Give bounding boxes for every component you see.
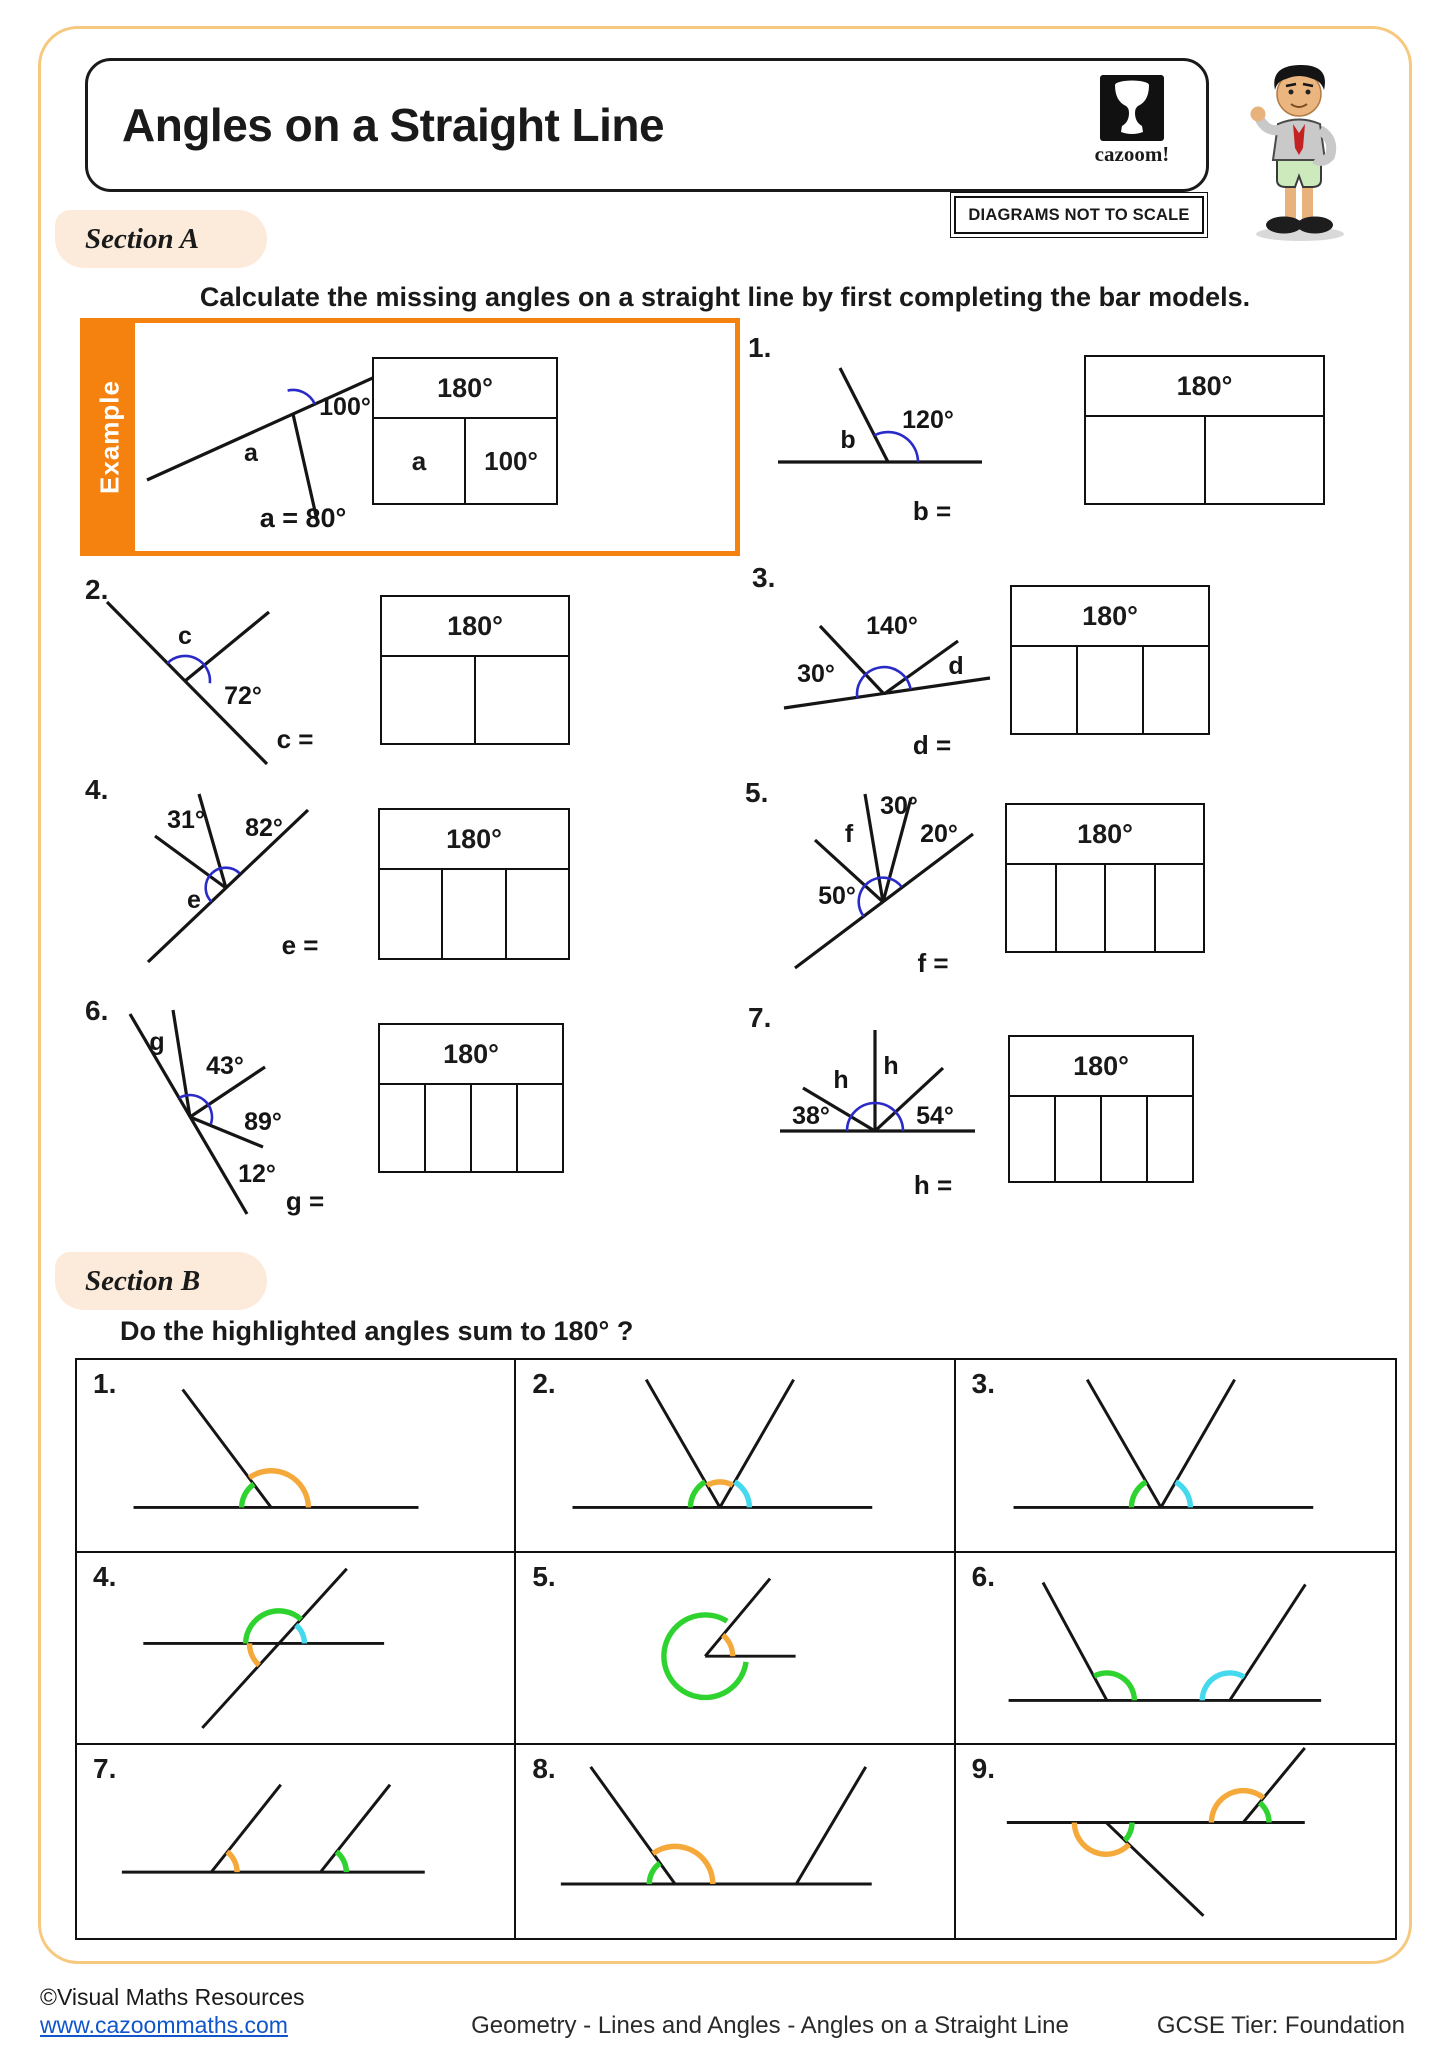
svg-text:b: b xyxy=(840,426,856,454)
green-arc xyxy=(242,1484,254,1507)
cazoom-logo-text: cazoom! xyxy=(1094,142,1170,166)
svg-text:43°: 43° xyxy=(206,1052,244,1080)
bar-cell xyxy=(380,1085,426,1171)
sb-diagram-8 xyxy=(516,1745,953,1938)
goblet-icon xyxy=(1100,75,1164,141)
answer-prompt: f = xyxy=(917,948,949,978)
bar-model-example xyxy=(372,357,558,505)
bar-model-1 xyxy=(1084,355,1325,505)
svg-text:72°: 72° xyxy=(224,682,262,710)
problem-4-diagram xyxy=(100,788,335,978)
sb-diagram-7 xyxy=(77,1745,514,1938)
svg-text:82°: 82° xyxy=(245,814,283,842)
footer-tier: GCSE Tier: Foundation xyxy=(1156,2012,1405,2039)
bar-model-7 xyxy=(1008,1035,1194,1183)
svg-text:a: a xyxy=(244,439,258,467)
cazoom-logo-icon xyxy=(1100,75,1164,141)
bar-cell xyxy=(476,657,568,743)
bar-model-4 xyxy=(378,808,570,960)
svg-text:38°: 38° xyxy=(792,1102,830,1130)
cyan-arc xyxy=(735,1482,750,1508)
bar-cell xyxy=(1078,647,1144,733)
problem-6-diagram xyxy=(105,1002,340,1217)
svg-text:120°: 120° xyxy=(902,406,954,434)
scale-note-text: DIAGRAMS NOT TO SCALE xyxy=(954,196,1204,234)
problem-3-number: 3. xyxy=(752,562,776,593)
bar-cell xyxy=(1206,417,1324,503)
bar-total: 180° xyxy=(1012,587,1208,647)
green-arc xyxy=(336,1852,346,1872)
problem-7-number: 7. xyxy=(748,1002,772,1033)
sb-diagram-9 xyxy=(956,1745,1395,1938)
green-arc xyxy=(691,1482,706,1508)
svg-text:f: f xyxy=(844,820,854,848)
sb-diagram-1 xyxy=(77,1360,514,1551)
bar-cell xyxy=(507,870,568,958)
bar-cell xyxy=(1010,1097,1056,1181)
section-a-label: Section A xyxy=(55,210,267,268)
bar-model-3 xyxy=(1010,585,1210,735)
svg-text:20°: 20° xyxy=(920,820,958,848)
bar-total: 180° xyxy=(1086,357,1323,417)
cyan-arc xyxy=(296,1625,305,1643)
example-strip xyxy=(85,323,135,551)
svg-text:89°: 89° xyxy=(244,1108,282,1136)
problem-5-number: 5. xyxy=(745,777,769,808)
green-arc xyxy=(1124,1823,1131,1841)
orange-arc xyxy=(227,1852,237,1872)
bar-cell xyxy=(1144,647,1208,733)
section-b-label: Section B xyxy=(55,1252,267,1310)
bar-cell xyxy=(518,1085,562,1171)
sb-diagram-6 xyxy=(956,1553,1395,1744)
sb-cell-6: 6. xyxy=(956,1553,1395,1746)
sb-cell-5: 5. xyxy=(516,1553,955,1746)
page-title: Angles on a Straight Line xyxy=(122,99,665,151)
example-strip-label: Example xyxy=(94,380,125,494)
bar-cell: 100° xyxy=(484,445,538,476)
bar-cell xyxy=(380,870,443,958)
bar-total: 180° xyxy=(380,810,568,870)
sb-cell-9: 9. xyxy=(956,1745,1395,1938)
cyan-arc xyxy=(1175,1482,1190,1508)
bar-cell xyxy=(1102,1097,1148,1181)
problem-5-diagram xyxy=(775,782,1010,982)
orange-arc xyxy=(723,1635,733,1656)
svg-text:h: h xyxy=(833,1066,849,1094)
footer-topic: Geometry - Lines and Angles - Angles on a Straight Line xyxy=(471,2012,1069,2039)
svg-text:100°: 100° xyxy=(319,393,371,421)
footer-copyright: ©Visual Maths Resources xyxy=(40,1984,305,2010)
green-arc xyxy=(1259,1803,1268,1823)
bar-cell xyxy=(426,1085,472,1171)
problem-6-number: 6. xyxy=(85,995,109,1026)
problem-1-diagram xyxy=(770,340,1000,525)
problem-4-number: 4. xyxy=(85,774,109,805)
section-b-instruction: Do the highlighted angles sum to 180° ? xyxy=(120,1316,634,1346)
bar-total: 180° xyxy=(1010,1037,1192,1097)
bar-cell xyxy=(1086,417,1206,503)
section-b-grid xyxy=(75,1358,1397,1940)
cazoom-logo xyxy=(1084,75,1180,167)
scale-note-box xyxy=(950,192,1208,238)
sb-cell-3: 3. xyxy=(956,1360,1395,1553)
svg-text:31°: 31° xyxy=(167,806,205,834)
answer-prompt: e = xyxy=(281,930,319,960)
footer-url-link[interactable]: www.cazoommaths.com xyxy=(40,2012,288,2038)
example-answer: a = 80° xyxy=(259,503,347,533)
bar-cell xyxy=(472,1085,518,1171)
mascot-illustration xyxy=(1238,56,1358,246)
svg-text:c: c xyxy=(178,622,192,650)
sb-cell-2: 2. xyxy=(516,1360,955,1553)
svg-text:50°: 50° xyxy=(818,882,856,910)
bar-cell xyxy=(1012,647,1078,733)
svg-text:e: e xyxy=(187,886,201,914)
bar-cell xyxy=(1106,865,1156,951)
bar-total: 180° xyxy=(374,359,556,419)
problem-7-diagram xyxy=(775,1008,1010,1198)
sb-cell-7: 7. xyxy=(77,1745,516,1938)
bar-cell xyxy=(1057,865,1107,951)
bar-model-6 xyxy=(378,1023,564,1173)
svg-text:30°: 30° xyxy=(797,660,835,688)
answer-prompt: d = xyxy=(912,730,952,757)
bar-cell: a xyxy=(374,419,466,503)
orange-arc xyxy=(707,1482,733,1485)
bar-model-5 xyxy=(1005,803,1205,953)
bar-cell xyxy=(1148,1097,1192,1181)
svg-text:d: d xyxy=(948,652,964,680)
bar-cell xyxy=(382,657,476,743)
problem-3-diagram xyxy=(772,562,1007,757)
svg-text:54°: 54° xyxy=(916,1102,954,1130)
bar-cell xyxy=(1007,865,1057,951)
problem-1-number: 1. xyxy=(748,332,772,363)
orange-arc xyxy=(249,1643,259,1665)
bar-cell xyxy=(1056,1097,1102,1181)
sb-cell-8: 8. xyxy=(516,1745,955,1938)
bar-cell xyxy=(443,870,506,958)
svg-text:g: g xyxy=(149,1028,165,1056)
answer-prompt: h = xyxy=(913,1170,953,1198)
svg-text:12°: 12° xyxy=(238,1160,276,1188)
sb-diagram-4 xyxy=(77,1553,514,1744)
problem-2-diagram xyxy=(95,592,325,767)
answer-prompt: g = xyxy=(285,1186,325,1216)
svg-text:30°: 30° xyxy=(880,792,918,820)
section-a-instruction: Calculate the missing angles on a straight line by first completing the bar models. xyxy=(199,282,1251,312)
svg-text:h: h xyxy=(883,1052,899,1080)
title-box xyxy=(85,58,1209,192)
sb-diagram-3 xyxy=(956,1360,1395,1551)
sb-diagram-2 xyxy=(516,1360,953,1551)
sb-cell-1: 1. xyxy=(77,1360,516,1553)
green-arc xyxy=(1131,1482,1146,1508)
angle-arc xyxy=(288,390,315,404)
bar-total: 180° xyxy=(380,1025,562,1085)
bar-total: 180° xyxy=(382,597,568,657)
sb-diagram-5 xyxy=(516,1553,953,1744)
sb-cell-4: 4. xyxy=(77,1553,516,1746)
problem-2-number: 2. xyxy=(85,574,109,605)
svg-text:140°: 140° xyxy=(866,612,918,640)
answer-prompt: c = xyxy=(276,724,314,754)
bar-total: 180° xyxy=(1007,805,1203,865)
answer-prompt: b = xyxy=(912,496,952,525)
bar-model-2 xyxy=(380,595,570,745)
bar-cell xyxy=(1156,865,1204,951)
green-arc xyxy=(650,1864,661,1885)
